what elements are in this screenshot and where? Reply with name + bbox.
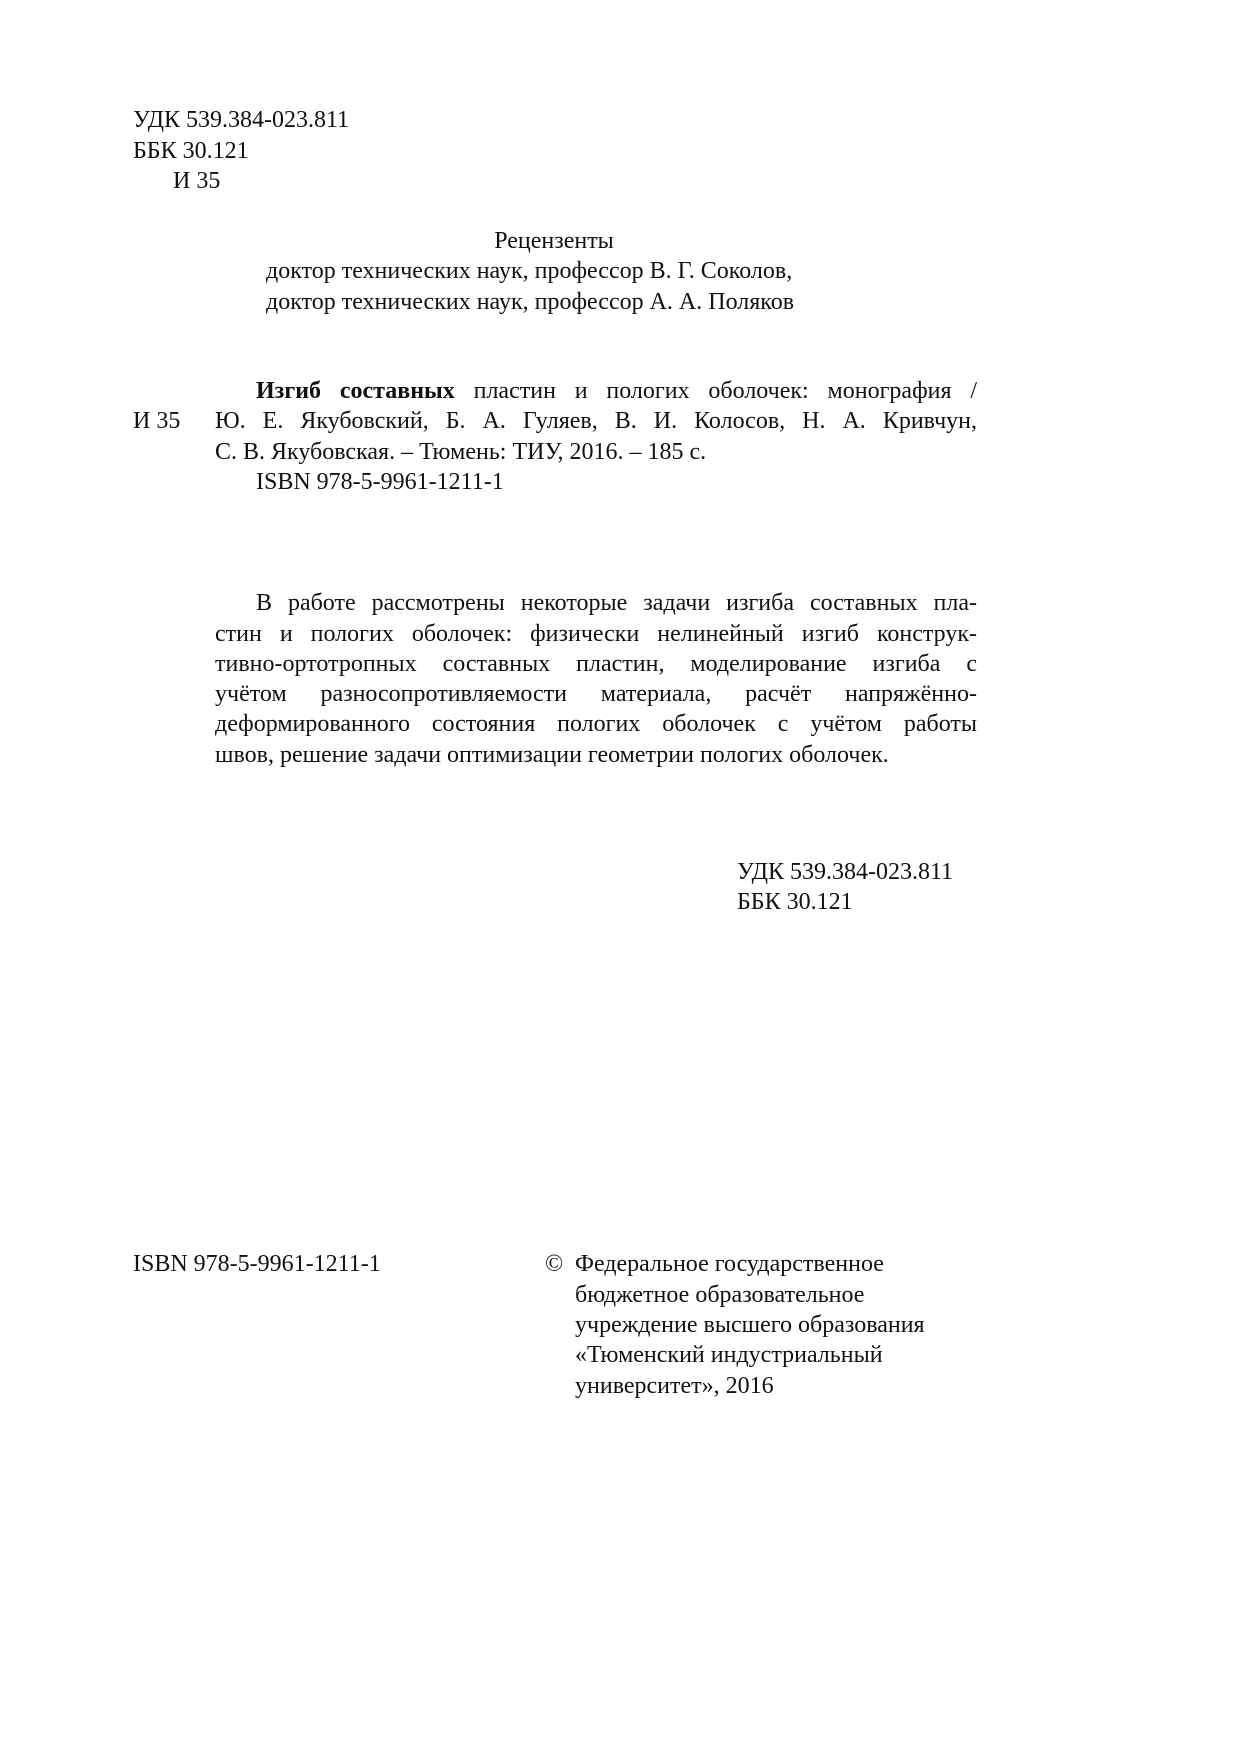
bib-title-bold: Изгиб составных [256,378,455,404]
bib-author-mark: И 35 [133,408,181,434]
bib-isbn: ISBN 978-5-9961-1211-1 [256,469,504,495]
copyright-icon: © [545,1251,564,1277]
copyright-line: бюджетное образовательное [575,1282,865,1308]
copyright-line: учреждение высшего образования [575,1312,925,1338]
abstract-line: учётом разносопротивляемости материала, расчёт напряжённо- [215,681,977,707]
reviewer-line: доктор технических наук, профессор В. Г. Соколов, [266,258,793,284]
bib-title-rest: пластин и пологих оболочек: монография / [454,378,977,404]
author-mark-header: И 35 [173,168,221,194]
abstract-line: В работе рассмотрены некоторые задачи изгиба составных пла- [256,590,977,616]
bib-authors-line: Ю. Е. Якубовский, Б. А. Гуляев, В. И. Колосов, Н. А. Кривчун, [215,408,977,434]
abstract-line: деформированного состояния пологих оболочек с учётом работы [215,711,977,737]
udk-classification: УДК 539.384-023.811 [737,859,954,885]
abstract-line: тивно-ортотропных составных пластин, моделирование изгиба с [215,651,977,677]
bib-publisher-line: С. В. Якубовская. – Тюмень: ТИУ, 2016. – 185 с. [215,439,707,465]
reviewer-line: доктор технических наук, профессор А. А. Поляков [266,289,795,315]
reviewers-title: Рецензенты [494,228,614,254]
copyright-line: Федеральное государственное [575,1251,884,1277]
copyright-line: «Тюменский индустриальный [575,1342,883,1368]
copyright-line: университет», 2016 [575,1373,774,1399]
bbk-classification: ББК 30.121 [737,889,853,915]
abstract-line: стин и пологих оболочек: физически нелинейный изгиб конструк- [215,621,977,647]
bbk-header: ББК 30.121 [133,138,249,164]
footer-isbn: ISBN 978-5-9961-1211-1 [133,1251,381,1277]
abstract-line: швов, решение задачи оптимизации геометрии пологих оболочек. [215,742,889,768]
bib-title-line [256,376,977,407]
udk-header: УДК 539.384-023.811 [133,107,350,133]
